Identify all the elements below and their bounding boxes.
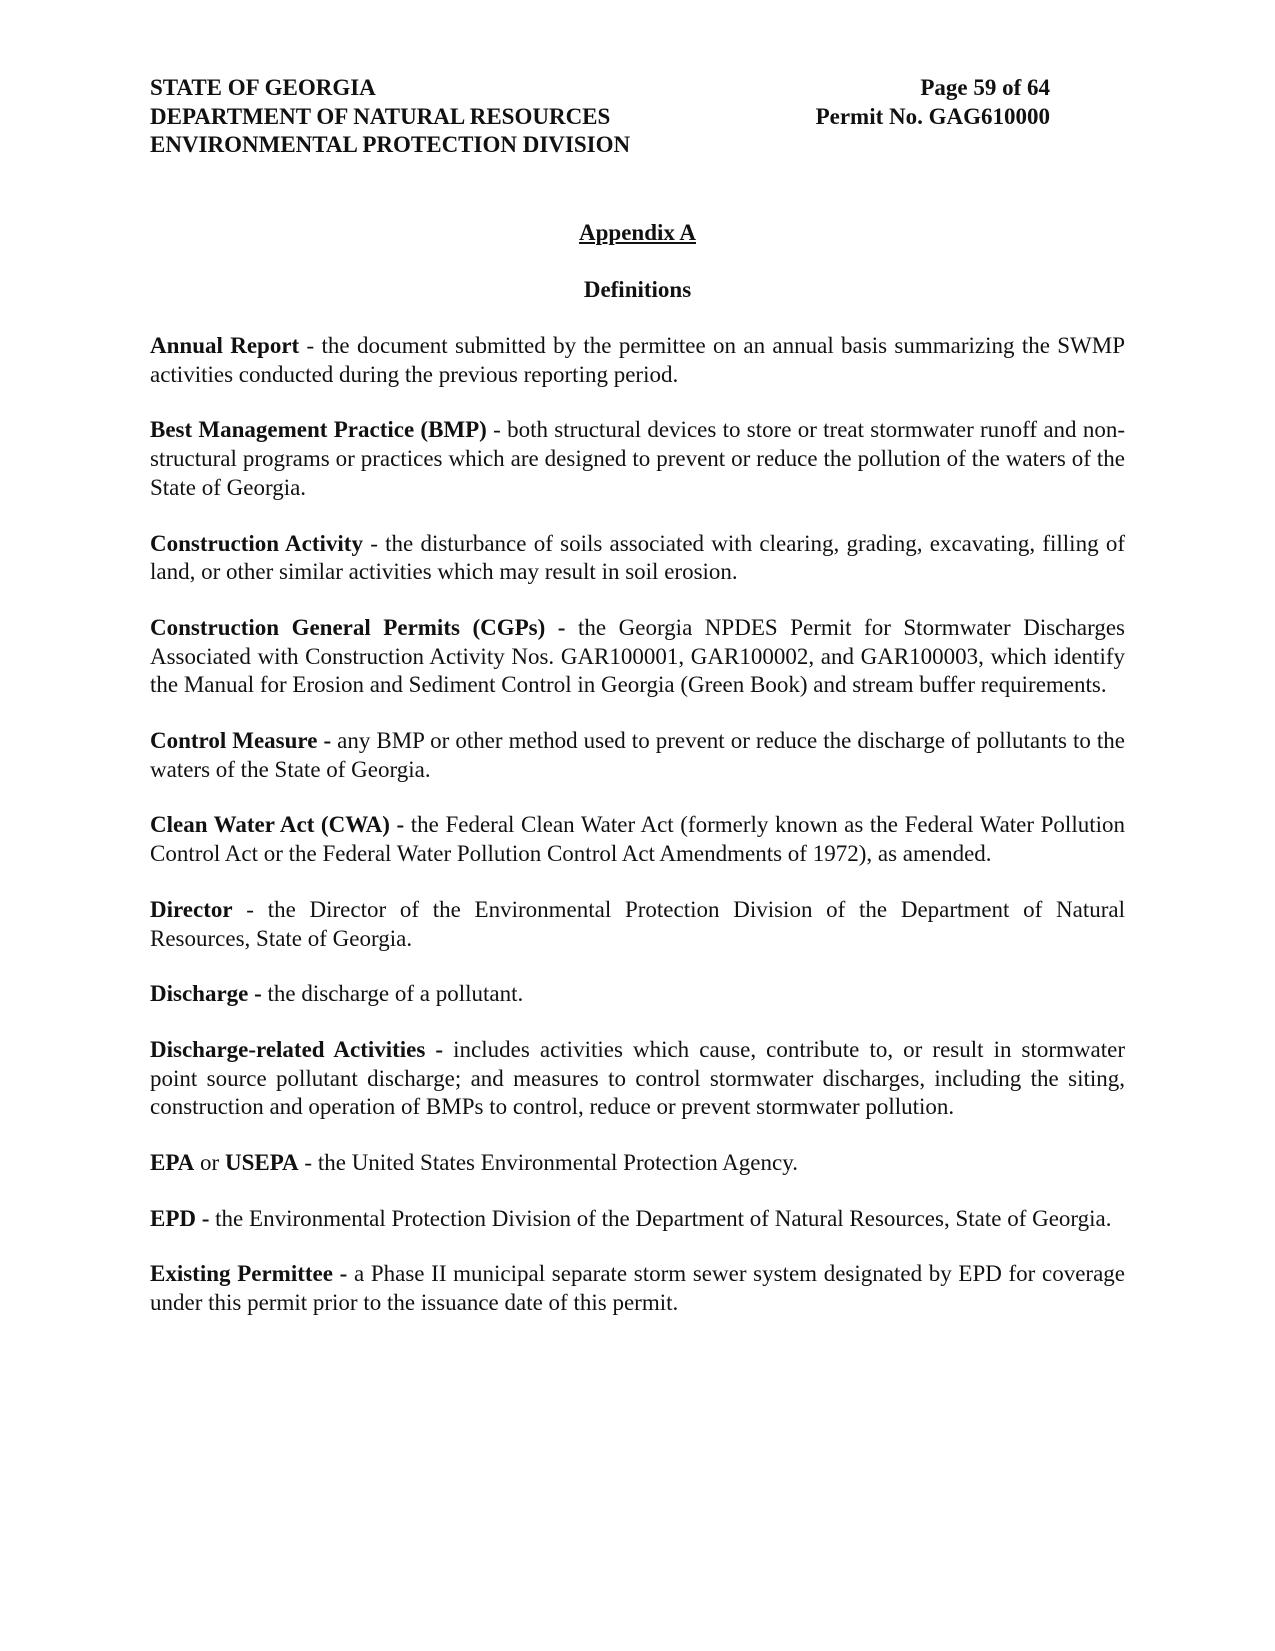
definition-term: Construction General Permits (CGPs) -: [150, 614, 566, 640]
definition-annual-report: [150, 332, 1125, 389]
definition-separator: [443, 1037, 453, 1062]
definition-term-alt: USEPA: [224, 1150, 299, 1176]
definition-text: the disturbance of soils associated with clearing, grading, excavating, filling of land, or other similar activities which may result in soil erosion.: [150, 530, 1125, 585]
section-title: Definitions: [583, 277, 692, 302]
permit-number: Permit No. GAG610000: [815, 103, 1050, 129]
definition-text: the Director of the Environmental Protection Division of the Department of Natural Resources, State of Georgia.: [150, 896, 1125, 951]
definitions-list: [150, 332, 1125, 1345]
definition-discharge-related-activities: [150, 1036, 1125, 1122]
page-number: Page 59 of 64: [920, 75, 1050, 100]
definition-clean-water-act: [150, 811, 1125, 868]
definition-control-measure: [150, 727, 1125, 784]
department-name: DEPARTMENT OF NATURAL RESOURCES: [150, 103, 611, 129]
definition-separator: [565, 615, 578, 640]
definition-separator: -: [299, 333, 322, 358]
definition-epa: [150, 1149, 1125, 1178]
definition-term: EPD -: [150, 1205, 210, 1231]
definition-term: Existing Permittee -: [150, 1261, 348, 1287]
definition-term: Annual Report: [150, 333, 300, 358]
definition-term: Construction Activity: [150, 530, 363, 556]
definition-term: Discharge-related Activities -: [150, 1036, 444, 1062]
definition-connector: or: [194, 1150, 225, 1176]
definition-construction-activity: [150, 530, 1125, 587]
definition-existing-permittee: [150, 1260, 1125, 1317]
state-name: STATE OF GEORGIA: [150, 75, 376, 100]
definition-separator: -: [232, 896, 268, 922]
definition-epd: [150, 1205, 1125, 1234]
definition-separator: [347, 1261, 354, 1286]
definition-text: the Georgia NPDES Permit for Stormwater Discharges Associated with Construction Activity Nos. GAR100001, GAR100002, and GAR100003, which identify the Manual for Erosion and Sediment Control in Georgia (Green Book) and stream buffer requirements.: [150, 614, 1125, 698]
definition-text: any BMP or other method used to prevent or reduce the discharge of pollutants to the waters of the State of Georgia.: [150, 728, 1126, 782]
definition-term: Control Measure -: [150, 728, 332, 754]
definition-separator: -: [298, 1150, 318, 1176]
appendix-title: Appendix A: [579, 220, 696, 245]
definition-text: a Phase II municipal separate storm sewer system designated by EPD for coverage under this permit prior to the issuance date of this permit.: [150, 1261, 1125, 1316]
definition-construction-general-permits: [150, 614, 1125, 700]
definition-text: the document submitted by the permittee on an annual basis summarizing the SWMP activities conducted during the previous reporting period.: [150, 333, 1126, 387]
definition-text: includes activities which cause, contribute to, or result in stormwater point source pollutant discharge; and measures to control stormwater discharges, including the siting, construction and operation of BMPs to control, reduce or prevent stormwater pollution.: [150, 1036, 1125, 1120]
definition-term: Director: [150, 896, 233, 922]
definition-term: Clean Water Act (CWA) -: [150, 812, 405, 838]
definition-separator: -: [362, 530, 386, 556]
definition-separator: [404, 812, 411, 837]
definition-term: Discharge -: [150, 981, 262, 1007]
definition-text: the Environmental Protection Division of the Department of Natural Resources, State of Georgia.: [215, 1205, 1112, 1231]
definition-director: [150, 896, 1125, 953]
definition-term: Best Management Practice (BMP): [150, 417, 487, 443]
page-meta-block: [816, 74, 1050, 131]
division-name: ENVIRONMENTAL PROTECTION DIVISION: [150, 132, 631, 157]
definition-text: the United States Environmental Protection Agency.: [317, 1150, 798, 1176]
definition-discharge: [150, 980, 1125, 1009]
definition-text: the Federal Clean Water Act (formerly known as the Federal Water Pollution Control Act or the Federal Water Pollution Control Act Amendments of 1972), as amended.: [150, 812, 1125, 867]
agency-block: [150, 74, 630, 160]
definition-text: both structural devices to store or treat stormwater runoff and non-structural programs or practices which are designed to prevent or reduce the pollution of the waters of the State of Georgia.: [150, 417, 1125, 500]
definition-bmp: [150, 416, 1125, 502]
definition-separator: -: [486, 417, 508, 443]
definition-text: the discharge of a pollutant.: [267, 981, 524, 1007]
definition-term: EPA: [150, 1150, 195, 1176]
